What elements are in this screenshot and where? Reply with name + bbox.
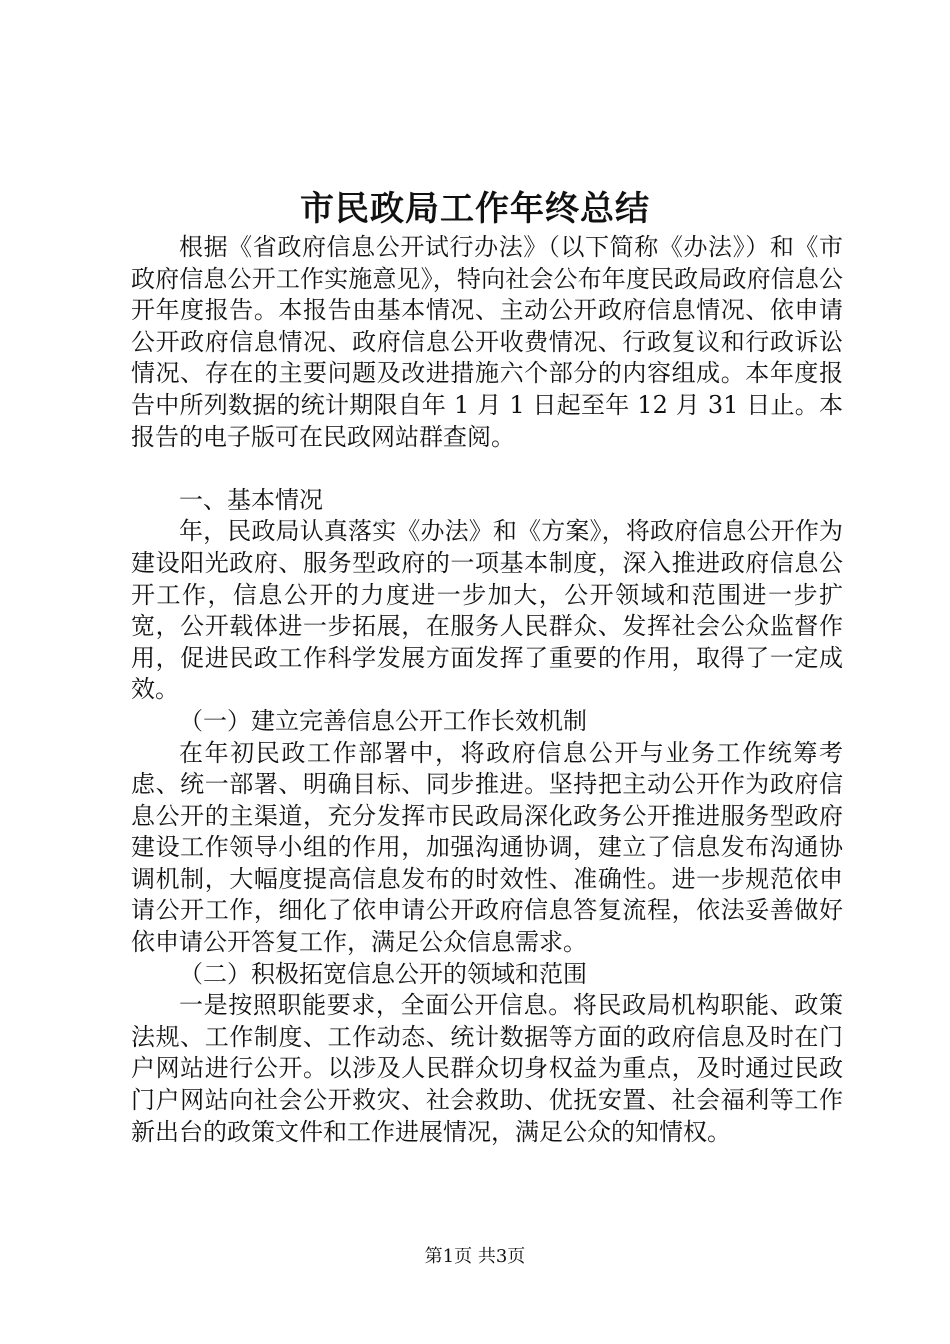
subsection-heading-mechanism: （一）建立完善信息公开工作长效机制 (179, 706, 587, 735)
section-heading-basic: 一、基本情况 (179, 485, 323, 514)
document-title: 市民政局工作年终总结 (300, 189, 650, 229)
page-footer: 第1页 共3页 (424, 1246, 526, 1267)
subsection-paragraph-mechanism: 在年初民政工作部署中，将政府信息公开与业务工作统筹考虑、统一部署、明确目标、同步推进。坚持把主动公开作为政府信息公开的主渠道，充分发挥市民政局深化政务公开推进服务型政府建设工作领导小组的作用，加强沟通协调，建立了信息发布沟通协调机制，大幅度提高信息发布的时效性、准确性。进一步规范依申请公开工作，细化了依申请公开政府信息答复流程，依法妥善做好依申请公开答复工作，满足公众信息需求。 (131, 738, 843, 957)
subsection-paragraph-scope: 一是按照职能要求，全面公开信息。将民政局机构职能、政策法规、工作制度、工作动态、统计数据等方面的政府信息及时在门户网站进行公开。以涉及人民群众切身权益为重点，及时通过民政门户网站向社会公开救灾、社会救助、优抚安置、社会福利等工作新出台的政策文件和工作进展情况，满足公众的知情权。 (131, 991, 843, 1146)
paragraph-gap (131, 453, 843, 485)
intro-paragraph: 根据《省政府信息公开试行办法》（以下简称《办法》）和《市政府信息公开工作实施意见》，特向社会公布年度民政局政府信息公开年度报告。本报告由基本情况、主动公开政府信息情况、依申请公开政府信息情况、政府信息公开收费情况、行政复议和行政诉讼情况、存在的主要问题及改进措施六个部分的内容组成。本年度报告中所列数据的统计期限自年 1 月 1 日起至年 12 月 31 日止。本报告的电子版可在民政网站群查阅。 (131, 233, 843, 451)
section-paragraph-basic: 年，民政局认真落实《办法》和《方案》，将政府信息公开作为建设阳光政府、服务型政府的一项基本制度，深入推进政府信息公开工作，信息公开的力度进一步加大，公开领域和范围进一步扩宽，公开载体进一步拓展，在服务人民群众、发挥社会公众监督作用，促进民政工作科学发展方面发挥了重要的作用，取得了一定成效。 (131, 517, 843, 704)
subsection-heading-scope: （二）积极拓宽信息公开的领域和范围 (179, 959, 587, 988)
document-body (131, 232, 843, 1148)
